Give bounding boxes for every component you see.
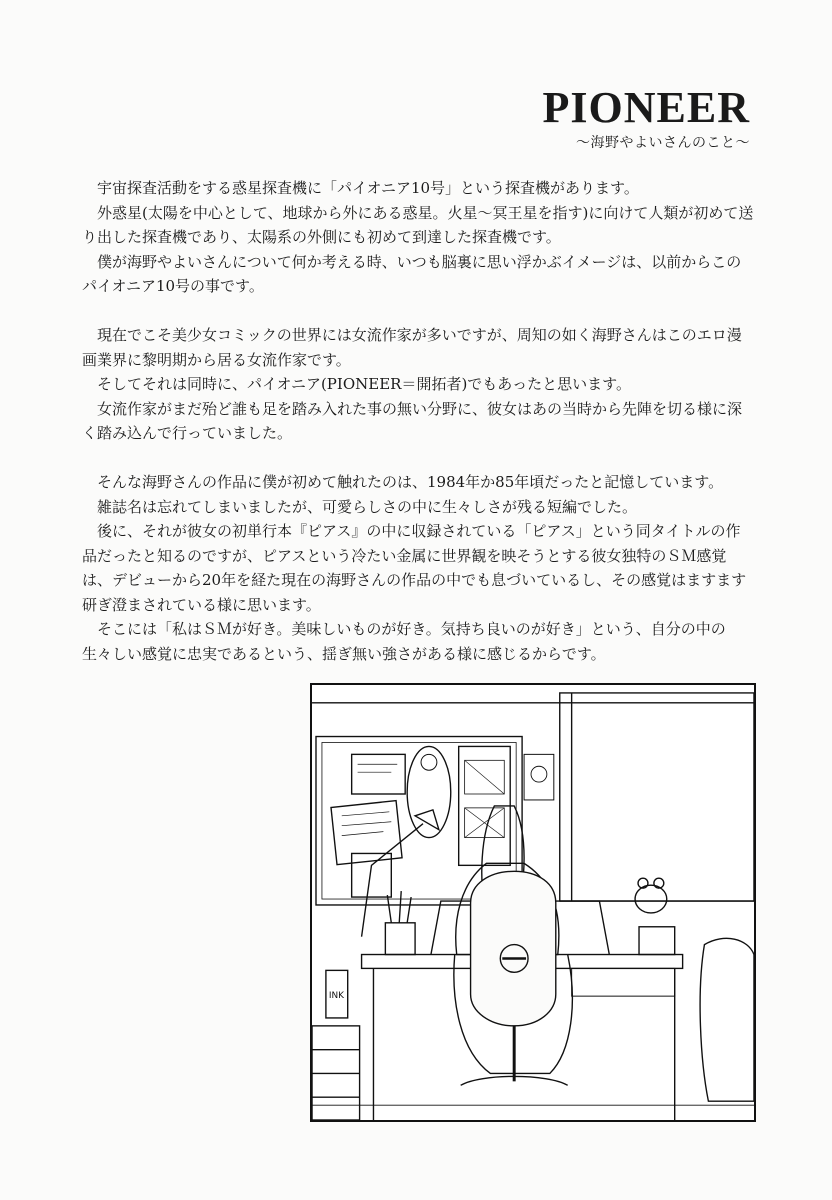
window xyxy=(560,693,754,901)
paragraph-gap xyxy=(82,299,754,324)
paragraph: 宇宙探査活動をする惑星探査機に「パイオニア10号」という探査機があります。 xyxy=(97,179,639,197)
character-poster xyxy=(524,754,554,800)
paragraph: そんな海野さんの作品に僕が初めて触れたのは、1984年か85年頃だったと記憶しています。 xyxy=(97,473,724,491)
page-subtitle: 〜海野やよいさんのこと〜 xyxy=(576,135,750,151)
desk-lamp-arm xyxy=(362,824,423,937)
page-title: PIONEER xyxy=(542,83,750,132)
paragraph: そしてそれは同時に、パイオニア(PIONEER＝開拓者)でもあったと思います。 xyxy=(97,375,631,393)
armchair xyxy=(700,938,754,1101)
essay-body xyxy=(82,176,754,666)
ink-bottle-label: INK xyxy=(328,991,345,1002)
frog-toy xyxy=(635,885,667,913)
supply-box xyxy=(639,927,675,955)
studio-illustration xyxy=(310,683,756,1122)
paragraph: 女流作家がまだ殆ど誰も足を踏み入れた事の無い分野に、彼女はあの当時から先陣を切る様に深く踏み込んで行っていました。 xyxy=(82,399,743,442)
paragraph: そこには「私はＳＭが好き。美味しいものが好き。気持ち良いのが好き」という、自分の中の生々しい感覚に忠実であるという、揺ぎ無い強さがある様に感じるからです。 xyxy=(82,620,726,663)
pinned-note xyxy=(352,754,406,794)
paragraph: 現在でこそ美少女コミックの世界には女流作家が多いですが、周知の如く海野さんはこのエロ漫画業界に黎明期から居る女流作家です。 xyxy=(82,326,742,369)
paragraph-gap xyxy=(82,446,754,471)
paragraph: 雑誌名は忘れてしまいましたが、可愛らしさの中に生々しさが残る短編でした。 xyxy=(97,497,638,516)
paragraph: 外惑星(太陽を中心として、地球から外にある惑星。火星〜冥王星を指す)に向けて人類が初めて送り出した探査機であり、太陽系の外側にも初めて到達した探査機です。 xyxy=(82,203,754,246)
chair-back xyxy=(471,871,556,1026)
pen-cup xyxy=(385,923,415,955)
paragraph: 僕が海野やよいさんについて何か考える時、いつも脳裏に思い浮かぶイメージは、以前からこのパイオニア10号の事です。 xyxy=(82,252,742,295)
paragraph: 後に、それが彼女の初単行本『ピアス』の中に収録されている「ピアス」という同タイトルの作品だったと知るのですが、ピアスという冷たい金属に世界観を映そうとする彼女独特のＳＭ感覚は、デビューから20年を経た現在の海野さんの作品の中でも息づいているし、その感覚はますます研ぎ澄まされている様に思います。 xyxy=(82,522,747,614)
